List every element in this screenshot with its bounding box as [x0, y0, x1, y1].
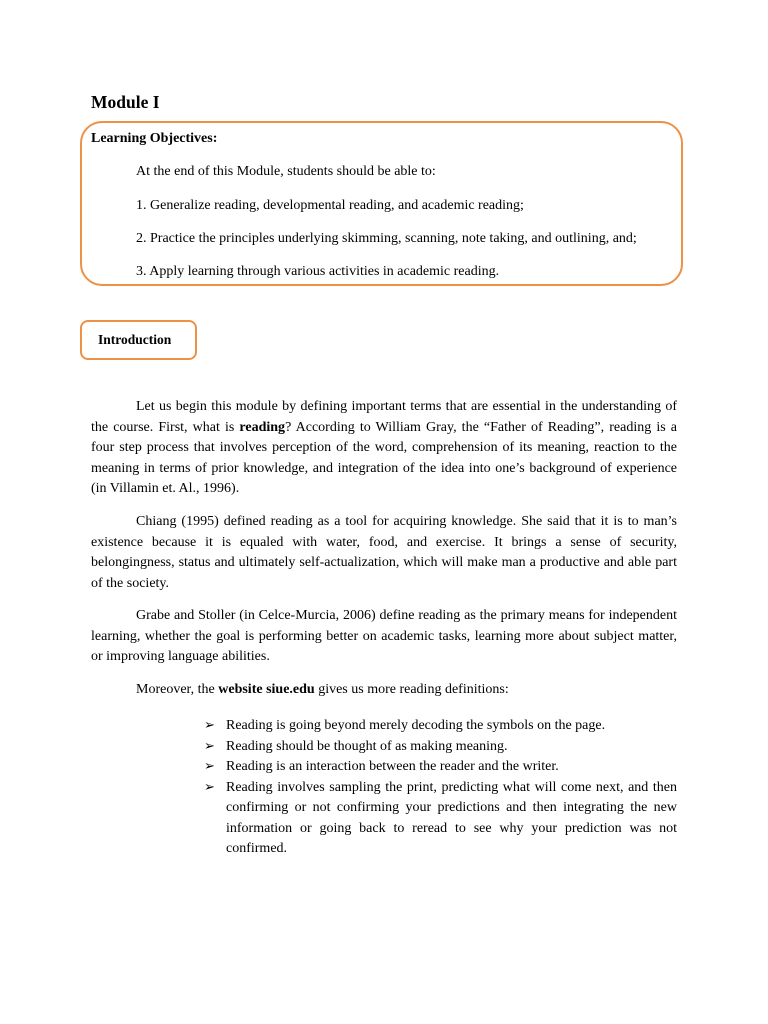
arrow-bullet-icon: ➢	[204, 738, 215, 754]
website-bold-term: website siue.edu	[218, 682, 315, 697]
learning-objectives-heading: Learning Objectives:	[91, 131, 218, 146]
introduction-label: Introduction	[98, 332, 172, 347]
arrow-bullet-icon: ➢	[204, 779, 215, 795]
arrow-bullet-icon: ➢	[204, 718, 215, 733]
paragraph-4-end: gives us more reading definitions:	[314, 682, 509, 697]
paragraph-website	[136, 682, 509, 698]
paragraph-1-start: Let us begin this module by defining important terms that are essential in the understanding of the course. First, what is	[91, 399, 677, 435]
paragraph-grabe-stoller: Grabe and Stoller (in Celce-Murcia, 2006) define reading as the primary means for independent learning, whether the goal is performing better on academic tasks, learning more about subject matter, or improving language abilities.	[91, 608, 677, 664]
paragraph-reading-definition	[91, 397, 677, 500]
list-item: ➢ Reading is going beyond merely decoding the symbols on the page.	[204, 716, 677, 737]
list-item: ➢ Reading should be thought of as making meaning.	[204, 737, 677, 758]
learning-objectives-intro: At the end of this Module, students should be able to:	[136, 164, 436, 179]
objective-item-2: 2. Practice the principles underlying skimming, scanning, note taking, and outlining, and;	[136, 231, 637, 246]
paragraph-chiang: Chiang (1995) defined reading as a tool for acquiring knowledge. She said that it is to man’s existence because it is equaled with water, food, and exercise. It brings a sense of security, belongingness, status and ultimately self-actualization, which will make man a productive and able part of the society.	[91, 514, 677, 591]
arrow-bullet-icon: ➢	[204, 759, 215, 774]
list-item: ➢ Reading involves sampling the print, predicting what will come next, and then confirming or not confirming your predictions and then integrating the new information or going back to reread to see why your prediction was not confirmed.	[204, 779, 677, 856]
reading-bold-term: reading	[239, 419, 286, 435]
list-item: ➢ Reading is an interaction between the reader and the writer.	[204, 757, 677, 778]
paragraph-4-start: Moreover, the	[136, 682, 219, 697]
objective-item-3: 3. Apply learning through various activities in academic reading.	[136, 264, 500, 279]
objective-item-1: 1. Generalize reading, developmental reading, and academic reading;	[136, 198, 524, 213]
paragraph-1-end: ? According to William Gray, the “Father of Reading”, reading is a four step process that involves perception of the word, comprehension of its meaning, reaction to the meaning in terms of prior knowledge, and integration of the idea into one’s background of experience (in Villamin et. Al., 1996).	[91, 419, 677, 496]
module-title: Module I	[91, 92, 160, 112]
reading-definitions-list	[204, 716, 677, 860]
